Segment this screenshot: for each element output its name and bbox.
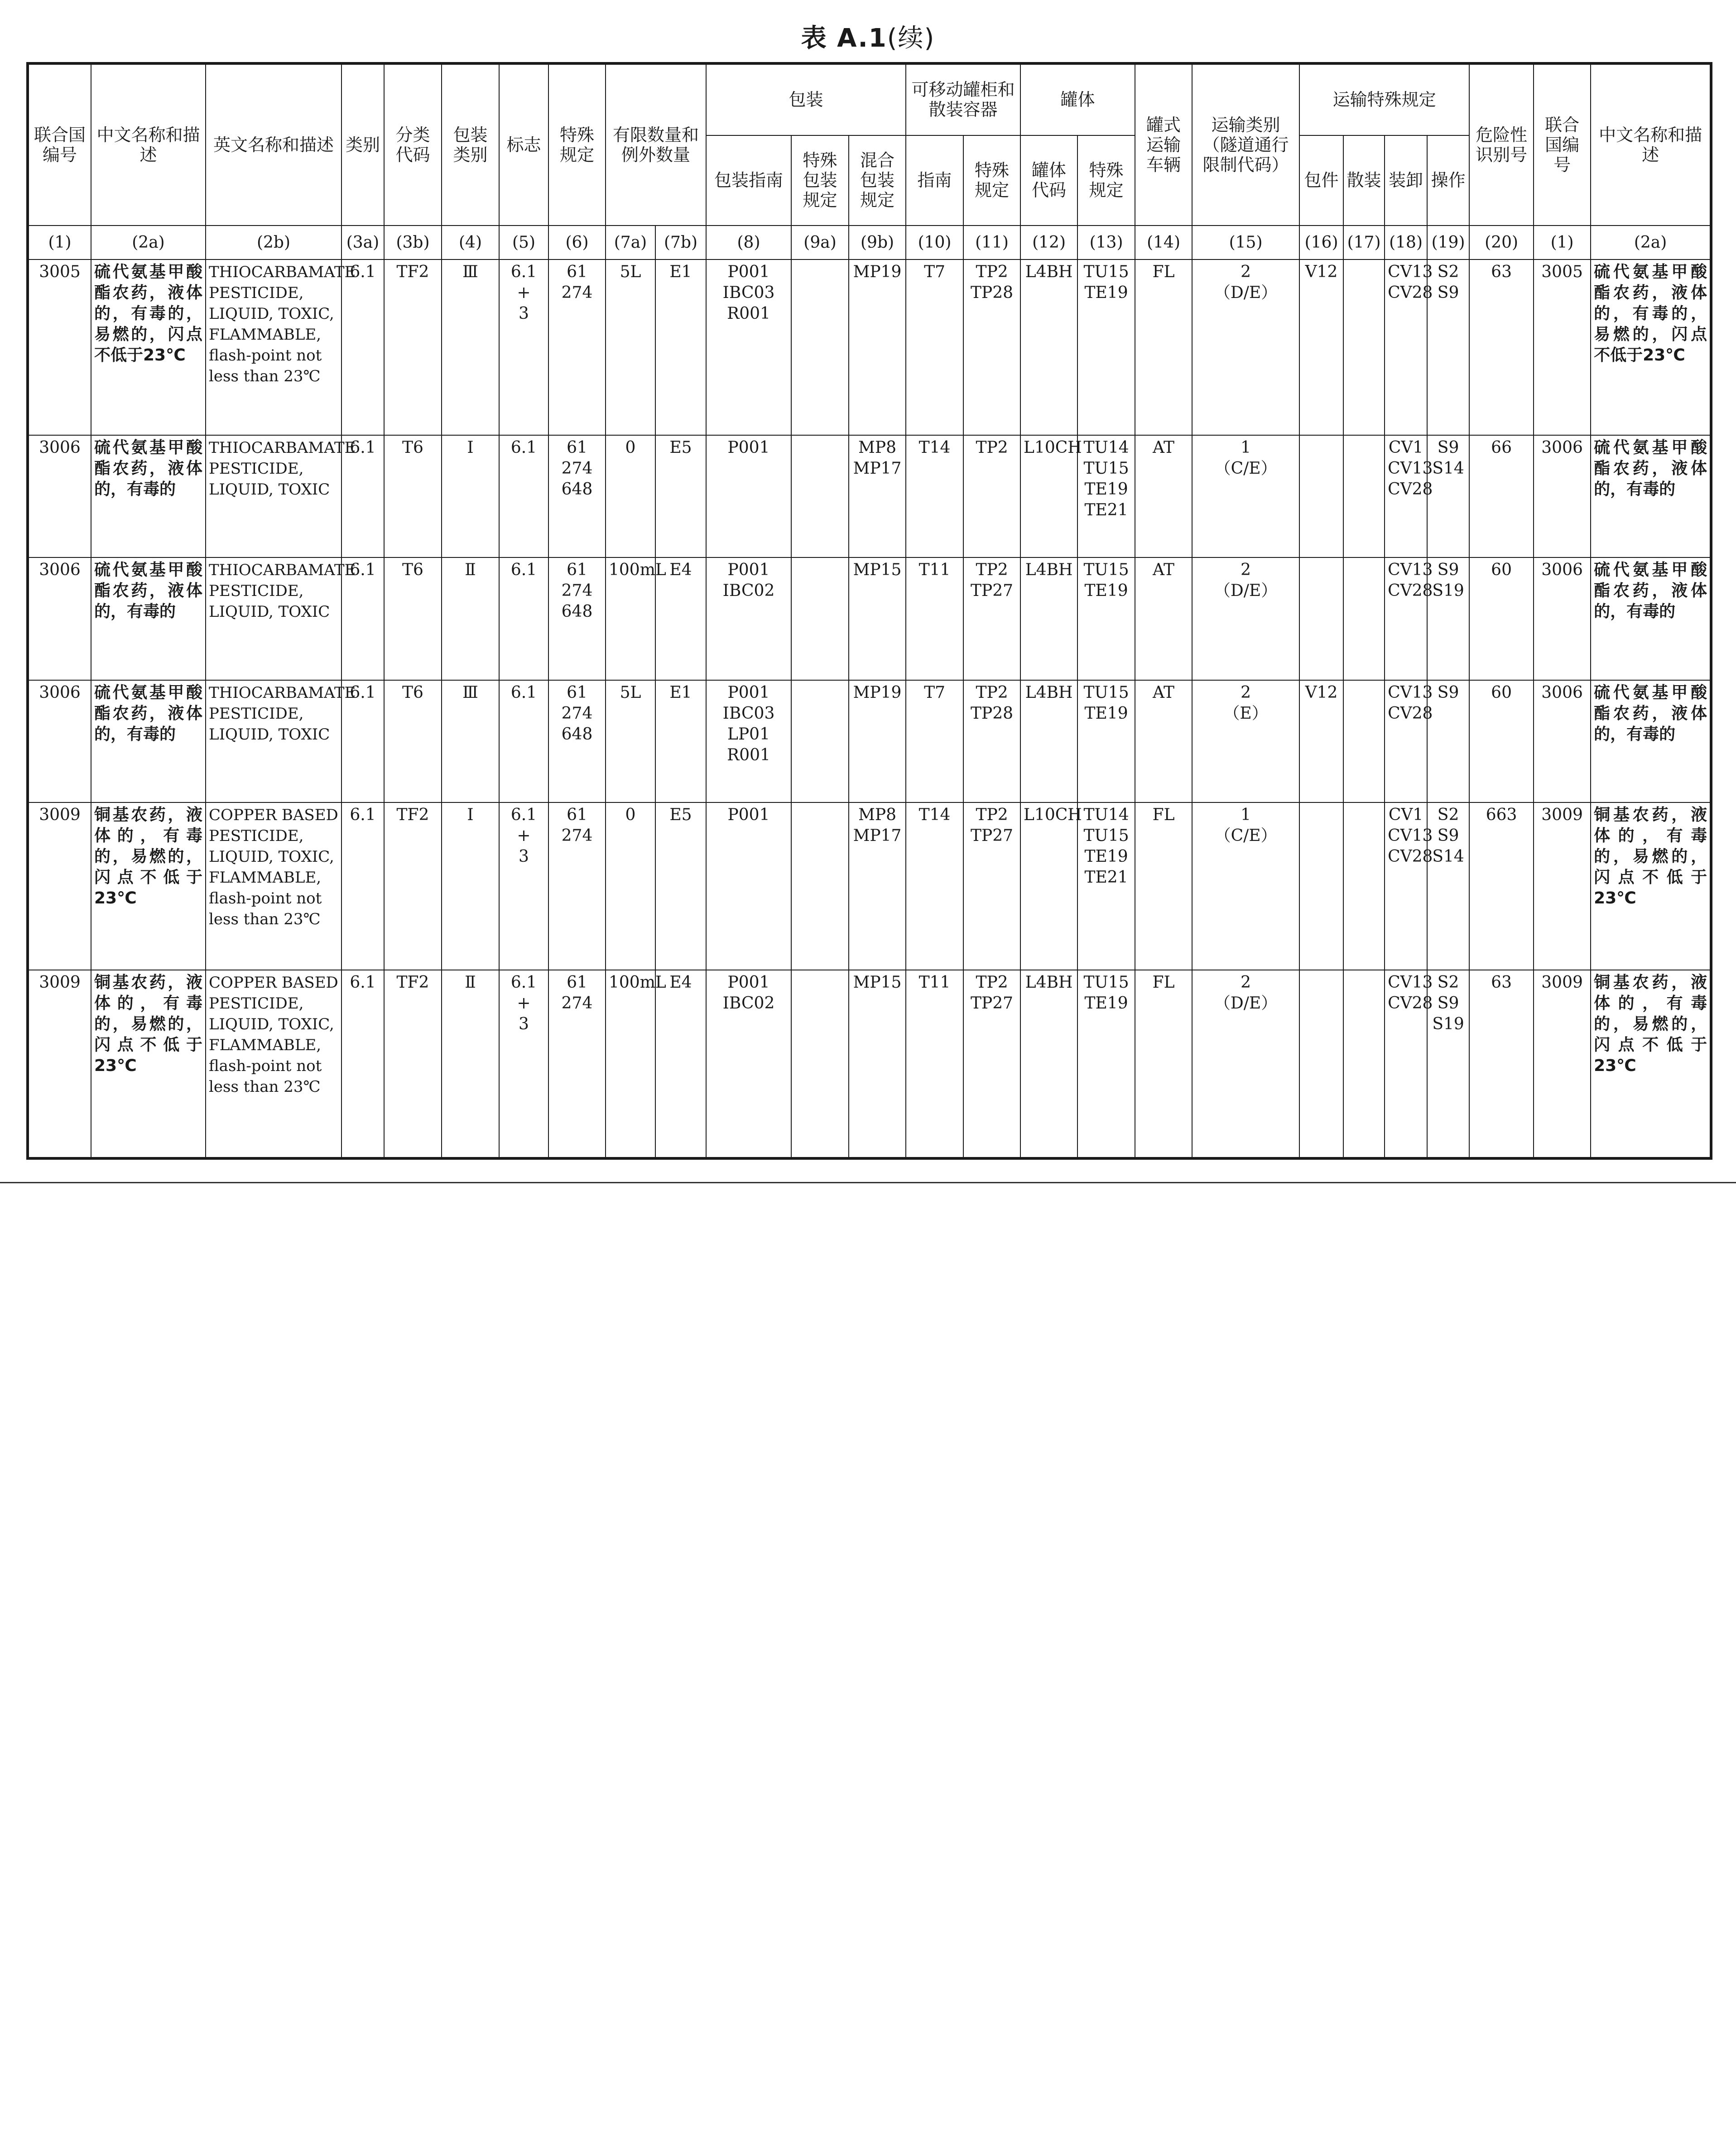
cell-excepted-quantity: E4 <box>655 557 706 680</box>
cell-packing-group: Ⅱ <box>442 557 499 680</box>
cell-tank-code: L4BH <box>1020 557 1077 680</box>
cell-portable-tank-instructions: T11 <box>906 970 963 1158</box>
cell-tank-code: L10CH <box>1020 435 1077 558</box>
table-row <box>28 802 1711 970</box>
table-row <box>28 680 1711 803</box>
cell-class: 6.1 <box>341 970 384 1158</box>
cell-labels: 6.1 + 3 <box>499 259 548 435</box>
cell-english-name: THIOCARBAMATE PESTICIDE, LIQUID, TOXIC <box>206 435 341 558</box>
column-number: (3b) <box>384 226 442 259</box>
cell-portable-tank-special: TP2 TP27 <box>963 802 1020 970</box>
cell-mixed-packing: MP19 <box>849 259 906 435</box>
cell-tank-code: L4BH <box>1020 680 1077 803</box>
cell-class: 6.1 <box>341 435 384 558</box>
cell-mixed-packing: MP8 MP17 <box>849 802 906 970</box>
header-labels: 标志 <box>499 63 548 226</box>
column-number: (4) <box>442 226 499 259</box>
header-packing-instructions: 包装指南 <box>706 135 791 226</box>
cell-tank-special: TU15 TE19 <box>1077 970 1135 1158</box>
cell-ts-loading: CV13 CV28 <box>1385 680 1427 803</box>
cell-classification-code: TF2 <box>384 970 442 1158</box>
cell-mixed-packing: MP15 <box>849 970 906 1158</box>
cell-un-number: 3006 <box>28 435 91 558</box>
column-number: (20) <box>1469 226 1534 259</box>
cell-un-number: 3006 <box>28 557 91 680</box>
cell-ts-bulk <box>1343 970 1385 1158</box>
cell-special-packing <box>791 435 849 558</box>
cell-tank-code: L4BH <box>1020 970 1077 1158</box>
column-number: (6) <box>548 226 606 259</box>
cell-packing-instructions: P001 <box>706 802 791 970</box>
header-packaging: 包装 <box>706 63 906 135</box>
cell-chinese-name-repeat: 铜基农药，液体的，有毒的，易燃的，闪点不低于23℃ <box>1591 802 1711 970</box>
cell-chinese-name: 硫代氨基甲酸酯农药，液体的，有毒的 <box>91 435 206 558</box>
cell-ts-operation: S2 S9 S14 <box>1427 802 1469 970</box>
column-number: (19) <box>1427 226 1469 259</box>
cell-tank-special: TU15 TE19 <box>1077 680 1135 803</box>
column-number: (2a) <box>1591 226 1711 259</box>
column-number: (1) <box>28 226 91 259</box>
cell-hazard-id: 663 <box>1469 802 1534 970</box>
column-number: (16) <box>1299 226 1343 259</box>
cell-mixed-packing: MP8 MP17 <box>849 435 906 558</box>
cell-ts-operation: S9 S19 <box>1427 557 1469 680</box>
cell-portable-tank-instructions: T7 <box>906 259 963 435</box>
column-number: (10) <box>906 226 963 259</box>
cell-un-number-repeat: 3006 <box>1534 557 1591 680</box>
cell-un-number: 3005 <box>28 259 91 435</box>
cell-labels: 6.1 + 3 <box>499 802 548 970</box>
header-ts-loading: 装卸 <box>1385 135 1427 226</box>
cell-packing-group: Ⅰ <box>442 435 499 558</box>
cell-portable-tank-instructions: T7 <box>906 680 963 803</box>
cell-un-number-repeat: 3009 <box>1534 970 1591 1158</box>
cell-hazard-id: 66 <box>1469 435 1534 558</box>
cell-limited-quantity: 5L <box>606 259 655 435</box>
cell-special-packing <box>791 802 849 970</box>
column-number: (9b) <box>849 226 906 259</box>
cell-excepted-quantity: E5 <box>655 802 706 970</box>
cell-special-packing <box>791 970 849 1158</box>
cell-limited-quantity: 100mL <box>606 557 655 680</box>
cell-class: 6.1 <box>341 557 384 680</box>
cell-transport-category: 2 （D/E） <box>1192 557 1299 680</box>
cell-class: 6.1 <box>341 680 384 803</box>
header-ts-operation: 操作 <box>1427 135 1469 226</box>
column-number: (8) <box>706 226 791 259</box>
column-number: (5) <box>499 226 548 259</box>
cell-classification-code: T6 <box>384 435 442 558</box>
cell-special-packing <box>791 259 849 435</box>
cell-ts-operation: S2 S9 S19 <box>1427 970 1469 1158</box>
cell-classification-code: TF2 <box>384 802 442 970</box>
cell-class: 6.1 <box>341 802 384 970</box>
header-ts-packages: 包件 <box>1299 135 1343 226</box>
cell-ts-packages <box>1299 435 1343 558</box>
cell-transport-category: 2 （D/E） <box>1192 259 1299 435</box>
cell-limited-quantity: 0 <box>606 435 655 558</box>
column-number: (17) <box>1343 226 1385 259</box>
cell-chinese-name-repeat: 硫代氨基甲酸酯农药，液体的，有毒的 <box>1591 435 1711 558</box>
header-tank-vehicle: 罐式运输车辆 <box>1135 63 1192 226</box>
cell-packing-instructions: P001 IBC03 LP01 R001 <box>706 680 791 803</box>
cell-portable-tank-instructions: T11 <box>906 557 963 680</box>
column-number: (7b) <box>655 226 706 259</box>
cell-english-name: THIOCARBAMATE PESTICIDE, LIQUID, TOXIC, FLAMMABLE, flash-point not less than 23℃ <box>206 259 341 435</box>
cell-classification-code: T6 <box>384 680 442 803</box>
cell-ts-packages: V12 <box>1299 680 1343 803</box>
cell-un-number: 3009 <box>28 970 91 1158</box>
column-number: (13) <box>1077 226 1135 259</box>
cell-classification-code: TF2 <box>384 259 442 435</box>
cell-hazard-id: 63 <box>1469 970 1534 1158</box>
cell-hazard-id: 60 <box>1469 680 1534 803</box>
header-special-packing: 特殊包装规定 <box>791 135 849 226</box>
table-row <box>28 435 1711 558</box>
cell-ts-bulk <box>1343 680 1385 803</box>
cell-chinese-name-repeat: 硫代氨基甲酸酯农药，液体的，有毒的 <box>1591 557 1711 680</box>
column-number: (11) <box>963 226 1020 259</box>
header-portable-tank-instructions: 指南 <box>906 135 963 226</box>
cell-tank-code: L4BH <box>1020 259 1077 435</box>
cell-portable-tank-special: TP2 TP27 <box>963 970 1020 1158</box>
cell-transport-category: 1 （C/E） <box>1192 435 1299 558</box>
cell-special-provisions: 61 274 <box>548 802 606 970</box>
cell-transport-category: 2 （D/E） <box>1192 970 1299 1158</box>
cell-chinese-name: 硫代氨基甲酸酯农药，液体的，有毒的 <box>91 680 206 803</box>
cell-labels: 6.1 <box>499 557 548 680</box>
page-title <box>0 18 1736 54</box>
cell-transport-category: 2 （E） <box>1192 680 1299 803</box>
cell-excepted-quantity: E5 <box>655 435 706 558</box>
cell-english-name: THIOCARBAMATE PESTICIDE, LIQUID, TOXIC <box>206 557 341 680</box>
header-hazard-id: 危险性识别号 <box>1469 63 1534 226</box>
cell-english-name: COPPER BASED PESTICIDE, LIQUID, TOXIC, FLAMMABLE, flash-point not less than 23℃ <box>206 802 341 970</box>
cell-portable-tank-special: TP2 <box>963 435 1020 558</box>
cell-mixed-packing: MP19 <box>849 680 906 803</box>
column-number: (7a) <box>606 226 655 259</box>
cell-ts-packages <box>1299 557 1343 680</box>
cell-limited-quantity: 0 <box>606 802 655 970</box>
cell-labels: 6.1 <box>499 680 548 803</box>
cell-ts-packages: V12 <box>1299 259 1343 435</box>
cell-hazard-id: 63 <box>1469 259 1534 435</box>
cell-special-provisions: 61 274 <box>548 259 606 435</box>
page-divider <box>0 1182 1736 1183</box>
cell-tank-special: TU14 TU15 TE19 TE21 <box>1077 435 1135 558</box>
cell-special-packing <box>791 557 849 680</box>
header-un-number: 联合国编号 <box>28 63 91 226</box>
header-tank-code: 罐体代码 <box>1020 135 1077 226</box>
header-limited-quantities: 有限数量和例外数量 <box>606 63 706 226</box>
header-portable-tanks: 可移动罐柜和散装容器 <box>906 63 1020 135</box>
cell-ts-operation: S9 <box>1427 680 1469 803</box>
cell-special-packing <box>791 680 849 803</box>
cell-special-provisions: 61 274 <box>548 970 606 1158</box>
header-class: 类别 <box>341 63 384 226</box>
cell-excepted-quantity: E4 <box>655 970 706 1158</box>
cell-packing-instructions: P001 <box>706 435 791 558</box>
cell-limited-quantity: 5L <box>606 680 655 803</box>
header-special-provisions: 特殊规定 <box>548 63 606 226</box>
cell-special-provisions: 61 274 648 <box>548 557 606 680</box>
cell-ts-bulk <box>1343 435 1385 558</box>
cell-tank-vehicle: AT <box>1135 557 1192 680</box>
table-title-suffix: (续) <box>887 24 935 53</box>
cell-packing-instructions: P001 IBC02 <box>706 970 791 1158</box>
cell-packing-instructions: P001 IBC03 R001 <box>706 259 791 435</box>
cell-tank-vehicle: AT <box>1135 680 1192 803</box>
cell-packing-group: Ⅲ <box>442 680 499 803</box>
header-un-number-repeat: 联合国编号 <box>1534 63 1591 226</box>
cell-ts-bulk <box>1343 557 1385 680</box>
header-tank: 罐体 <box>1020 63 1135 135</box>
cell-ts-loading: CV1 CV13 CV28 <box>1385 802 1427 970</box>
header-classification-code: 分类代码 <box>384 63 442 226</box>
cell-english-name: COPPER BASED PESTICIDE, LIQUID, TOXIC, FLAMMABLE, flash-point not less than 23℃ <box>206 970 341 1158</box>
cell-limited-quantity: 100mL <box>606 970 655 1158</box>
cell-excepted-quantity: E1 <box>655 680 706 803</box>
cell-ts-packages <box>1299 970 1343 1158</box>
cell-chinese-name: 铜基农药，液体的，有毒的，易燃的，闪点不低于23℃ <box>91 970 206 1158</box>
cell-chinese-name: 铜基农药，液体的，有毒的，易燃的，闪点不低于23℃ <box>91 802 206 970</box>
cell-chinese-name-repeat: 硫代氨基甲酸酯农药，液体的，有毒的，易燃的，闪点不低于23℃ <box>1591 259 1711 435</box>
header-portable-tank-special: 特殊规定 <box>963 135 1020 226</box>
cell-labels: 6.1 + 3 <box>499 970 548 1158</box>
cell-tank-special: TU15 TE19 <box>1077 259 1135 435</box>
cell-ts-loading: CV13 CV28 <box>1385 259 1427 435</box>
cell-packing-group: Ⅱ <box>442 970 499 1158</box>
cell-un-number-repeat: 3009 <box>1534 802 1591 970</box>
cell-tank-special: TU15 TE19 <box>1077 557 1135 680</box>
cell-portable-tank-special: TP2 TP28 <box>963 259 1020 435</box>
cell-tank-vehicle: FL <box>1135 970 1192 1158</box>
cell-ts-loading: CV13 CV28 <box>1385 970 1427 1158</box>
cell-chinese-name-repeat: 硫代氨基甲酸酯农药，液体的，有毒的 <box>1591 680 1711 803</box>
cell-ts-operation: S9 S14 <box>1427 435 1469 558</box>
table-title: 表 A.1 <box>801 24 887 53</box>
cell-portable-tank-instructions: T14 <box>906 802 963 970</box>
header-chinese-name: 中文名称和描述 <box>91 63 206 226</box>
header-chinese-name-repeat: 中文名称和描述 <box>1591 63 1711 226</box>
cell-tank-code: L10CH <box>1020 802 1077 970</box>
cell-un-number-repeat: 3005 <box>1534 259 1591 435</box>
column-number: (2b) <box>206 226 341 259</box>
cell-un-number-repeat: 3006 <box>1534 435 1591 558</box>
header-transport-category: 运输类别（隧道通行限制代码） <box>1192 63 1299 226</box>
column-number: (14) <box>1135 226 1192 259</box>
cell-ts-bulk <box>1343 259 1385 435</box>
cell-portable-tank-special: TP2 TP28 <box>963 680 1020 803</box>
cell-portable-tank-special: TP2 TP27 <box>963 557 1020 680</box>
header-transport-special: 运输特殊规定 <box>1299 63 1469 135</box>
column-number: (1) <box>1534 226 1591 259</box>
cell-mixed-packing: MP15 <box>849 557 906 680</box>
cell-packing-group: Ⅲ <box>442 259 499 435</box>
cell-special-provisions: 61 274 648 <box>548 680 606 803</box>
cell-hazard-id: 60 <box>1469 557 1534 680</box>
cell-ts-loading: CV1 CV13 CV28 <box>1385 435 1427 558</box>
column-number: (18) <box>1385 226 1427 259</box>
cell-classification-code: T6 <box>384 557 442 680</box>
table-row <box>28 557 1711 680</box>
cell-un-number: 3009 <box>28 802 91 970</box>
dangerous-goods-table <box>26 62 1712 1160</box>
cell-un-number-repeat: 3006 <box>1534 680 1591 803</box>
cell-tank-vehicle: AT <box>1135 435 1192 558</box>
cell-excepted-quantity: E1 <box>655 259 706 435</box>
cell-transport-category: 1 （C/E） <box>1192 802 1299 970</box>
cell-un-number: 3006 <box>28 680 91 803</box>
cell-chinese-name: 硫代氨基甲酸酯农药，液体的，有毒的 <box>91 557 206 680</box>
table-row <box>28 970 1711 1158</box>
header-packing-group: 包装类别 <box>442 63 499 226</box>
column-number: (3a) <box>341 226 384 259</box>
cell-labels: 6.1 <box>499 435 548 558</box>
cell-ts-loading: CV13 CV28 <box>1385 557 1427 680</box>
header-mixed-packing: 混合包装规定 <box>849 135 906 226</box>
cell-ts-operation: S2 S9 <box>1427 259 1469 435</box>
header-ts-bulk: 散装 <box>1343 135 1385 226</box>
cell-ts-bulk <box>1343 802 1385 970</box>
cell-ts-packages <box>1299 802 1343 970</box>
cell-packing-instructions: P001 IBC02 <box>706 557 791 680</box>
header-tank-special: 特殊规定 <box>1077 135 1135 226</box>
column-number: (9a) <box>791 226 849 259</box>
cell-tank-vehicle: FL <box>1135 259 1192 435</box>
cell-packing-group: Ⅰ <box>442 802 499 970</box>
cell-special-provisions: 61 274 648 <box>548 435 606 558</box>
cell-chinese-name: 硫代氨基甲酸酯农药，液体的，有毒的，易燃的，闪点不低于23℃ <box>91 259 206 435</box>
cell-tank-vehicle: FL <box>1135 802 1192 970</box>
header-english-name: 英文名称和描述 <box>206 63 341 226</box>
column-number-row <box>28 226 1711 259</box>
cell-portable-tank-instructions: T14 <box>906 435 963 558</box>
table-row <box>28 259 1711 435</box>
cell-tank-special: TU14 TU15 TE19 TE21 <box>1077 802 1135 970</box>
cell-chinese-name-repeat: 铜基农药，液体的，有毒的，易燃的，闪点不低于23℃ <box>1591 970 1711 1158</box>
column-number: (2a) <box>91 226 206 259</box>
cell-class: 6.1 <box>341 259 384 435</box>
column-number: (15) <box>1192 226 1299 259</box>
cell-english-name: THIOCARBAMATE PESTICIDE, LIQUID, TOXIC <box>206 680 341 803</box>
column-number: (12) <box>1020 226 1077 259</box>
